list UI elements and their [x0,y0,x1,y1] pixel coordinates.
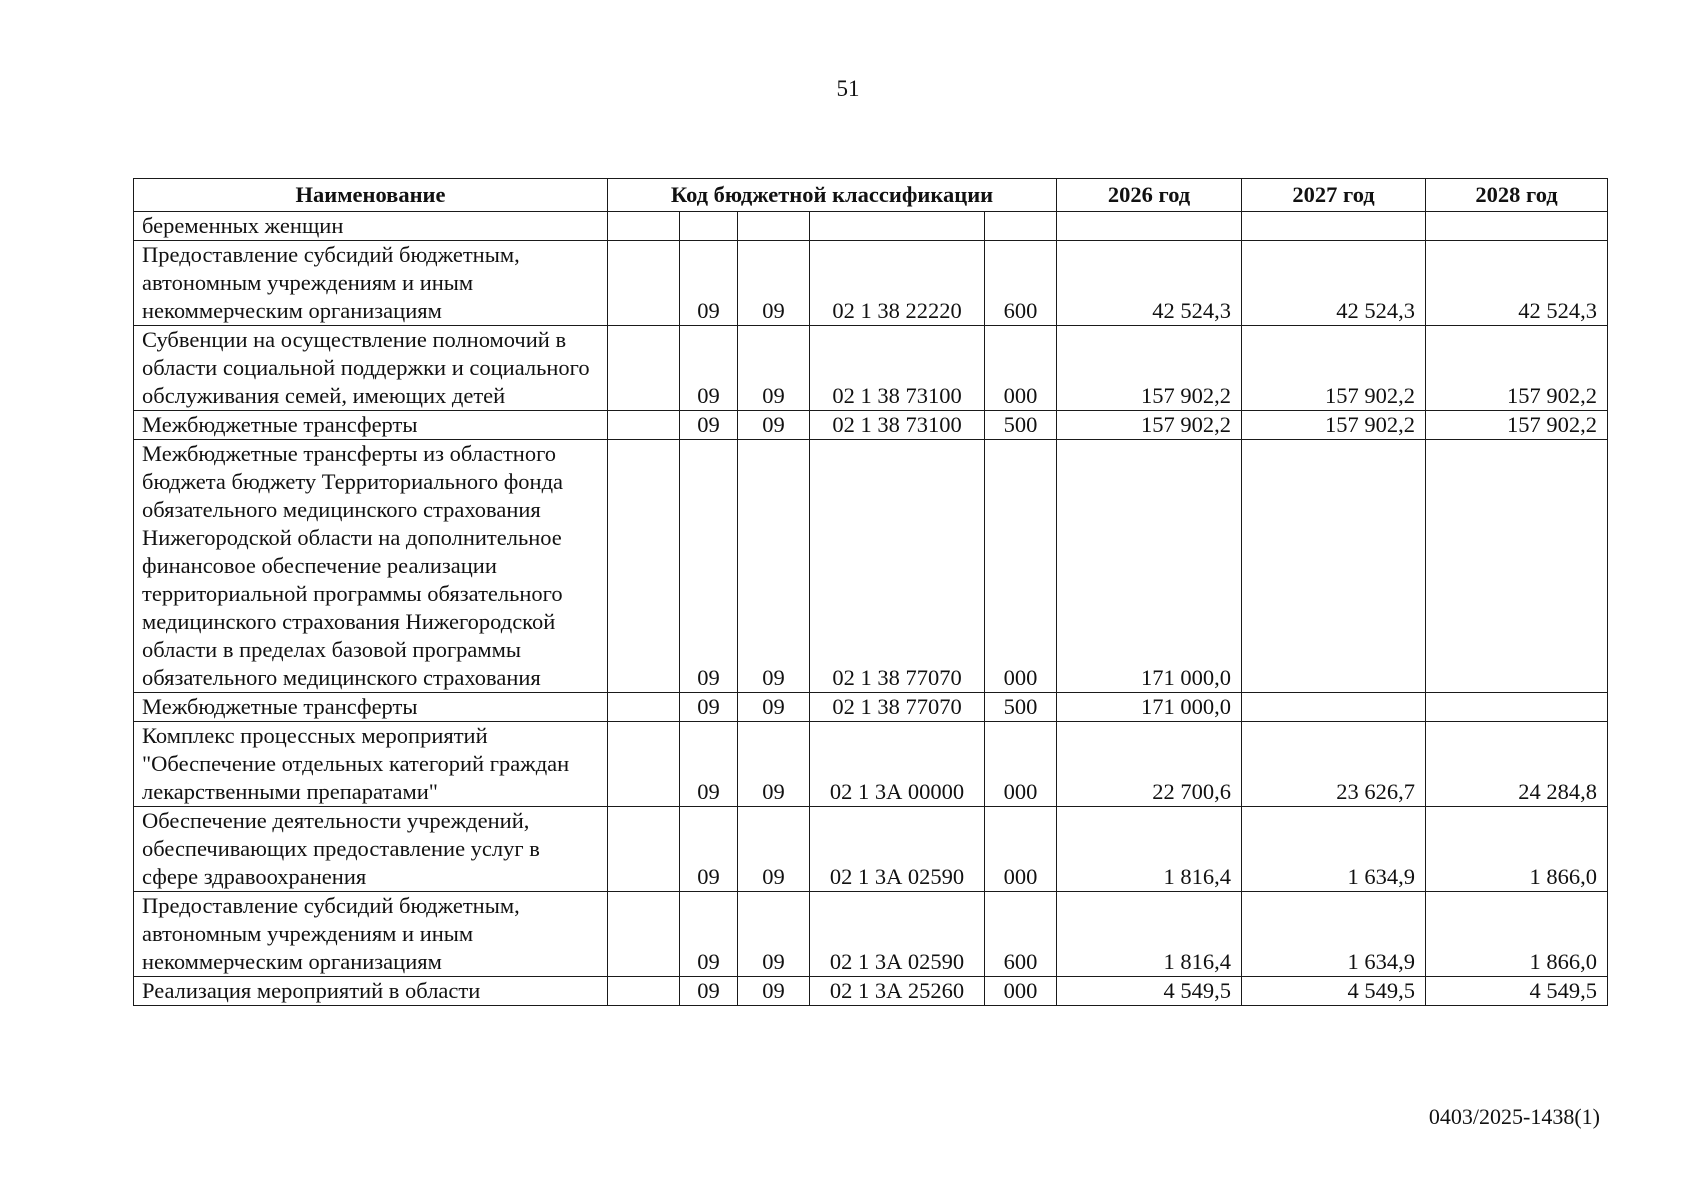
code-section-cell [608,411,680,440]
value-2026-cell: 157 902,2 [1057,411,1242,440]
code-chapter-cell: 09 [680,807,738,892]
row-name-cell: Межбюджетные трансферты [134,693,608,722]
row-name-cell: Предоставление субсидий бюджетным, автономным учреждениям и иным некоммерческим организациям [134,892,608,977]
code-section-cell [608,807,680,892]
value-2028-cell [1426,212,1608,241]
row-name-cell: Межбюджетные трансферты из областного бюджета бюджету Территориального фонда обязательного медицинского страхования Нижегородской области на дополнительное финансовое обеспечение реализации территориальной программы обязательного медицинского страхования Нижегородской области в пределах базовой программы обязательного медицинского страхования [134,440,608,693]
value-2026-cell: 4 549,5 [1057,977,1242,1006]
row-name-cell: Предоставление субсидий бюджетным, автономным учреждениям и иным некоммерческим организациям [134,241,608,326]
code-expense-type-cell: 000 [985,807,1057,892]
code-chapter-cell [680,212,738,241]
code-chapter-cell: 09 [680,722,738,807]
code-expense-type-cell: 500 [985,411,1057,440]
table-row [134,977,1608,1006]
code-section-cell [608,892,680,977]
value-2028-cell [1426,440,1608,693]
header-2028: 2028 год [1426,179,1608,212]
code-target-article-cell [810,212,985,241]
code-subsection-cell: 09 [738,411,810,440]
value-2026-cell: 22 700,6 [1057,722,1242,807]
value-2026-cell: 42 524,3 [1057,241,1242,326]
code-subsection-cell: 09 [738,807,810,892]
code-subsection-cell: 09 [738,241,810,326]
code-chapter-cell: 09 [680,326,738,411]
code-expense-type-cell: 000 [985,722,1057,807]
table-row [134,326,1608,411]
table-row [134,807,1608,892]
code-expense-type-cell: 600 [985,892,1057,977]
code-subsection-cell: 09 [738,440,810,693]
table-row [134,892,1608,977]
value-2026-cell [1057,212,1242,241]
code-expense-type-cell: 000 [985,977,1057,1006]
table-row [134,440,1608,693]
code-subsection-cell: 09 [738,977,810,1006]
header-2026: 2026 год [1057,179,1242,212]
code-expense-type-cell: 500 [985,693,1057,722]
budget-table [133,178,1608,1006]
document-code: 0403/2025-1438(1) [1428,1104,1600,1129]
header-name: Наименование [134,179,608,212]
table-header-row [134,179,1608,212]
code-expense-type-cell [985,212,1057,241]
code-target-article-cell: 02 1 3А 00000 [810,722,985,807]
code-chapter-cell: 09 [680,440,738,693]
code-subsection-cell: 09 [738,693,810,722]
value-2026-cell: 157 902,2 [1057,326,1242,411]
row-name-cell: Субвенции на осуществление полномочий в области социальной поддержки и социального обслуживания семей, имеющих детей [134,326,608,411]
value-2027-cell: 1 634,9 [1242,892,1426,977]
value-2028-cell: 4 549,5 [1426,977,1608,1006]
code-section-cell [608,440,680,693]
value-2026-cell: 1 816,4 [1057,807,1242,892]
value-2026-cell: 1 816,4 [1057,892,1242,977]
code-section-cell [608,326,680,411]
value-2027-cell [1242,440,1426,693]
value-2028-cell: 157 902,2 [1426,411,1608,440]
value-2026-cell: 171 000,0 [1057,440,1242,693]
code-section-cell [608,212,680,241]
code-target-article-cell: 02 1 3А 02590 [810,892,985,977]
code-chapter-cell: 09 [680,977,738,1006]
value-2027-cell: 1 634,9 [1242,807,1426,892]
code-expense-type-cell: 000 [985,326,1057,411]
value-2028-cell [1426,693,1608,722]
value-2026-cell: 171 000,0 [1057,693,1242,722]
table-row [134,411,1608,440]
table-body [134,212,1608,1006]
code-target-article-cell: 02 1 38 73100 [810,326,985,411]
value-2027-cell [1242,693,1426,722]
value-2027-cell: 157 902,2 [1242,326,1426,411]
value-2028-cell: 1 866,0 [1426,807,1608,892]
row-name-cell: Обеспечение деятельности учреждений, обеспечивающих предоставление услуг в сфере здравоохранения [134,807,608,892]
code-target-article-cell: 02 1 3А 02590 [810,807,985,892]
value-2028-cell: 1 866,0 [1426,892,1608,977]
code-target-article-cell: 02 1 38 77070 [810,440,985,693]
page-number: 51 [836,76,860,101]
code-subsection-cell: 09 [738,326,810,411]
code-subsection-cell: 09 [738,892,810,977]
code-expense-type-cell: 000 [985,440,1057,693]
code-target-article-cell: 02 1 38 73100 [810,411,985,440]
code-target-article-cell: 02 1 38 77070 [810,693,985,722]
code-chapter-cell: 09 [680,241,738,326]
value-2027-cell: 23 626,7 [1242,722,1426,807]
row-name-cell: Комплекс процессных мероприятий "Обеспечение отдельных категорий граждан лекарственными препаратами" [134,722,608,807]
value-2028-cell: 42 524,3 [1426,241,1608,326]
code-subsection-cell [738,212,810,241]
value-2027-cell: 42 524,3 [1242,241,1426,326]
table-row [134,212,1608,241]
code-chapter-cell: 09 [680,411,738,440]
table-row [134,693,1608,722]
value-2027-cell [1242,212,1426,241]
code-chapter-cell: 09 [680,693,738,722]
code-section-cell [608,722,680,807]
code-section-cell [608,977,680,1006]
code-target-article-cell: 02 1 38 22220 [810,241,985,326]
code-expense-type-cell: 600 [985,241,1057,326]
code-target-article-cell: 02 1 3А 25260 [810,977,985,1006]
table-row [134,722,1608,807]
code-subsection-cell: 09 [738,722,810,807]
table-row [134,241,1608,326]
value-2028-cell: 24 284,8 [1426,722,1608,807]
value-2027-cell: 4 549,5 [1242,977,1426,1006]
row-name-cell: Межбюджетные трансферты [134,411,608,440]
row-name-cell: Реализация мероприятий в области [134,977,608,1006]
value-2028-cell: 157 902,2 [1426,326,1608,411]
header-code: Код бюджетной классификации [608,179,1057,212]
code-chapter-cell: 09 [680,892,738,977]
code-section-cell [608,693,680,722]
value-2027-cell: 157 902,2 [1242,411,1426,440]
row-name-cell: беременных женщин [134,212,608,241]
header-2027: 2027 год [1242,179,1426,212]
code-section-cell [608,241,680,326]
